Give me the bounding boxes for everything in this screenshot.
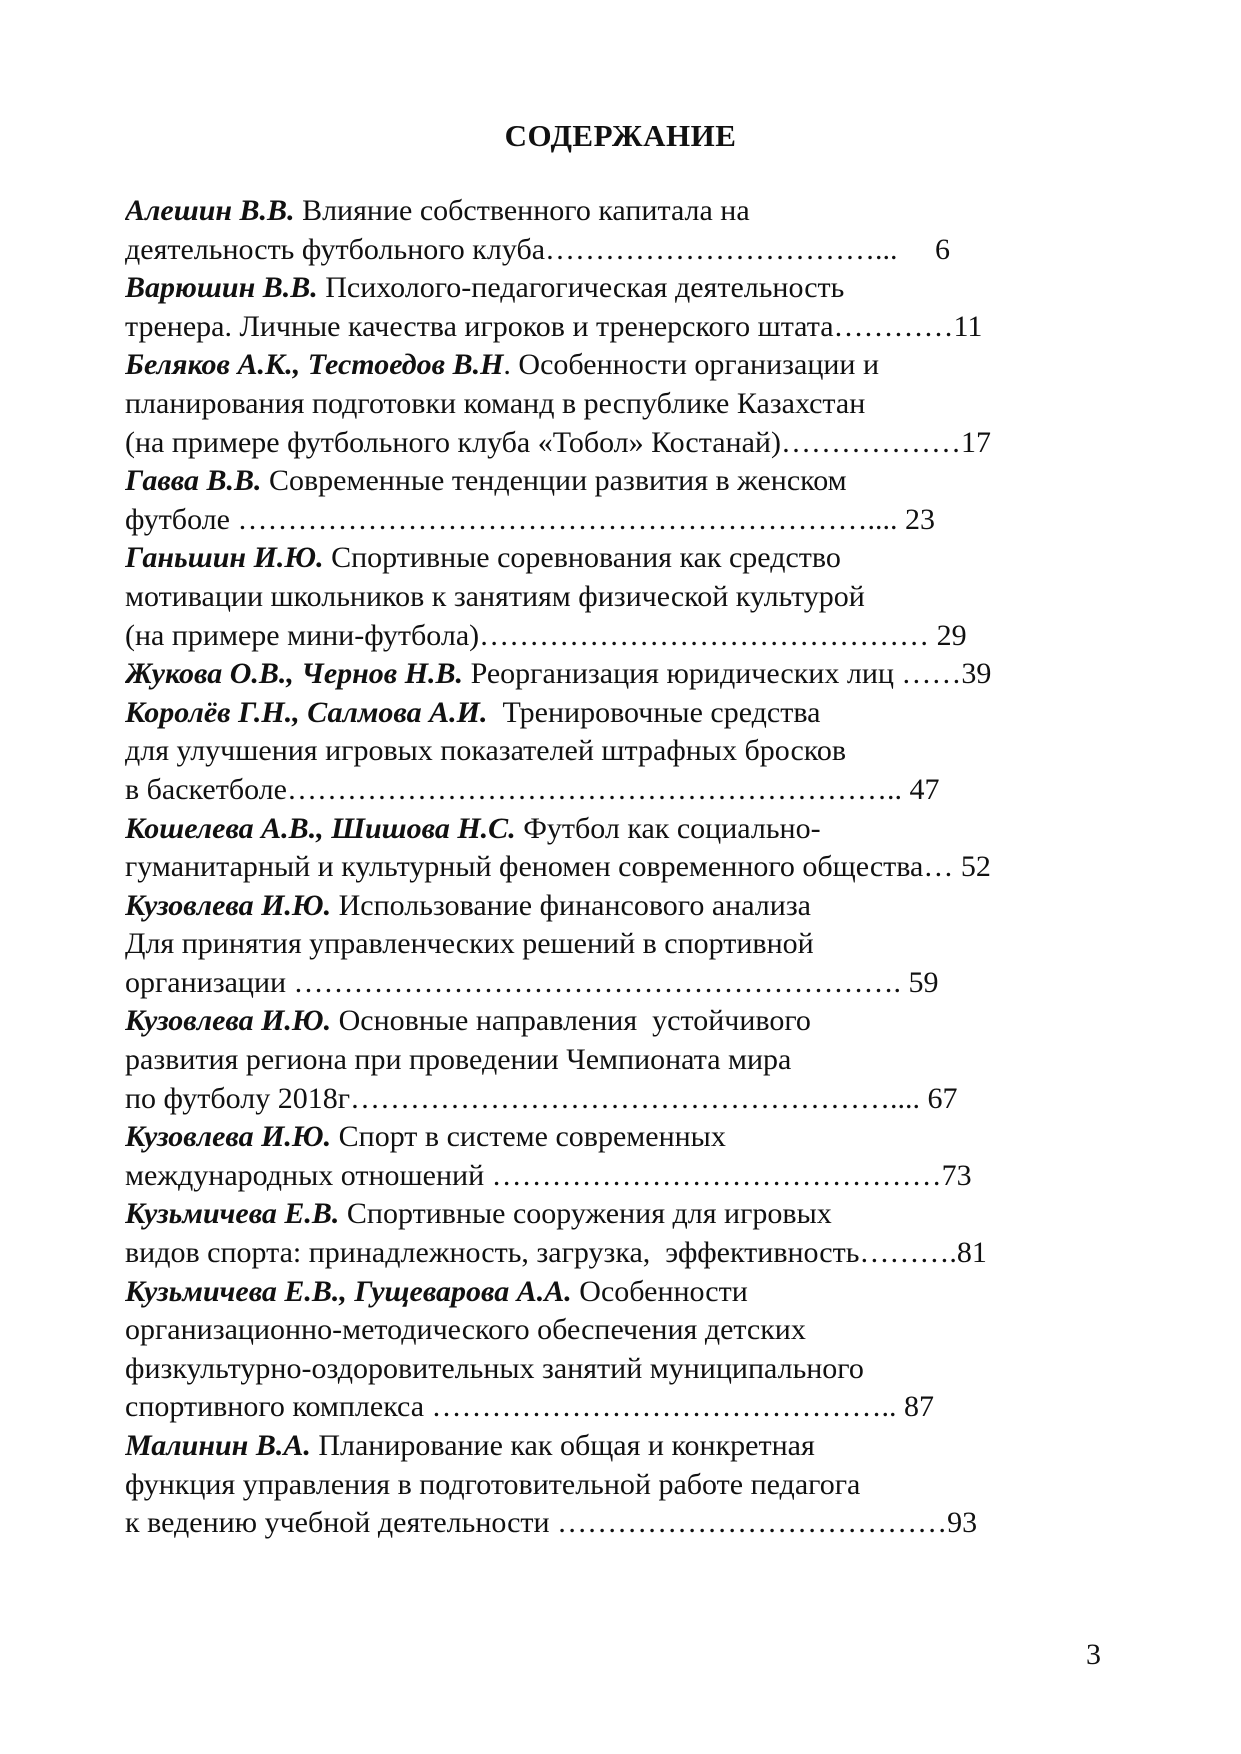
toc-author: Жукова О.В., Чернов Н.В.: [125, 657, 464, 691]
toc-entry-text: спортивного комплекса ……………………………………….. 87: [125, 1390, 935, 1424]
table-of-contents: [125, 192, 1100, 1543]
toc-entry-text: функция управления в подготовительной работе педагога: [125, 1467, 861, 1501]
toc-entry-text: по футболу 2018г……………………………………………….... 67: [125, 1081, 958, 1115]
toc-author: Гавва В.В.: [125, 464, 262, 498]
toc-entry-text: Психолого-педагогическая деятельность: [317, 271, 845, 305]
toc-entry-text: Особенности: [571, 1274, 748, 1308]
toc-entry-text: Использование финансового анализа: [331, 888, 811, 922]
toc-author: Королёв Г.Н., Салмова А.И.: [125, 695, 488, 729]
toc-line: [125, 732, 1100, 771]
toc-author: Кузовлева И.Ю.: [125, 1004, 332, 1038]
toc-author: Малинин В.А.: [125, 1429, 311, 1462]
toc-entry-text: Футбол как социально-: [515, 811, 821, 845]
toc-author: Кузьмичева Е.В.: [125, 1197, 340, 1231]
toc-line: [125, 1234, 1100, 1273]
toc-line: [125, 655, 1100, 694]
toc-entry-text: планирования подготовки команд в республике Казахстан: [125, 386, 866, 420]
toc-line: [125, 539, 1100, 578]
toc-line: [125, 501, 1100, 540]
toc-line: [125, 1002, 1100, 1041]
toc-line: [125, 1311, 1100, 1350]
toc-line: [125, 887, 1100, 926]
toc-line: [125, 308, 1100, 347]
toc-entry-text: гуманитарный и культурный феномен современного общества… 52: [125, 850, 991, 884]
toc-author: Кузьмичева Е.В., Гущеварова А.А.: [125, 1274, 572, 1308]
toc-entry-text: организационно-методического обеспечения детских: [125, 1313, 806, 1347]
toc-line: [125, 1388, 1100, 1427]
toc-author: Алешин В.В.: [125, 194, 295, 227]
toc-line: [125, 1427, 1100, 1466]
toc-entry-text: футболе ……………………………………………………….... 23: [125, 502, 935, 536]
toc-author: Варюшин В.В.: [125, 271, 318, 305]
toc-line: [125, 1273, 1100, 1312]
toc-entry-text: деятельность футбольного клуба……………………………... 6: [125, 232, 951, 266]
toc-entry-text: Спортивные сооружения для игровых: [339, 1197, 832, 1231]
toc-entry-text: Основные направления устойчивого: [331, 1004, 811, 1038]
toc-line: [125, 1195, 1100, 1234]
toc-entry-text: международных отношений ………………………………………73: [125, 1158, 972, 1192]
toc-line: [125, 231, 1100, 270]
toc-entry-text: (на примере мини-футбола)……………………………………… 29: [125, 618, 967, 652]
toc-author: Ганьшин И.Ю.: [125, 541, 324, 575]
toc-line: [125, 848, 1100, 887]
toc-entry-text: видов спорта: принадлежность, загрузка, эффективность……….81: [125, 1236, 987, 1270]
toc-line: [125, 1041, 1100, 1080]
toc-line: [125, 694, 1100, 733]
page-number: 3: [1086, 1638, 1101, 1671]
toc-line: [125, 1157, 1100, 1196]
toc-line: [125, 771, 1100, 810]
toc-entry-text: Реорганизация юридических лиц ……39: [463, 657, 992, 691]
toc-entry-text: Спортивные соревнования как средство: [323, 541, 841, 575]
toc-line: [125, 964, 1100, 1003]
toc-entry-text: Планирование как общая и конкретная: [310, 1429, 815, 1462]
toc-author: Кошелева А.В., Шишова Н.С.: [125, 811, 516, 845]
toc-entry-text: Для принятия управленческих решений в спортивной: [125, 927, 814, 961]
toc-author: Кузовлева И.Ю.: [125, 888, 332, 922]
toc-line: [125, 1118, 1100, 1157]
toc-entry-text: мотивации школьников к занятиям физической культурой: [125, 579, 865, 613]
toc-line: [125, 424, 1100, 463]
toc-line: [125, 810, 1100, 849]
toc-line: [125, 1466, 1100, 1505]
toc-entry-text: Влияние собственного капитала на: [294, 194, 750, 227]
toc-entry-text: организации ……………………………………………………. 59: [125, 965, 939, 999]
toc-line: [125, 1504, 1100, 1543]
toc-line: [125, 462, 1100, 501]
toc-entry-text: в баскетболе…………………………………………………….. 47: [125, 772, 940, 806]
toc-entry-text: . Особенности организации и: [503, 348, 880, 382]
toc-line: [125, 617, 1100, 656]
toc-line: [125, 192, 1100, 231]
toc-author: Кузовлева И.Ю.: [125, 1120, 332, 1154]
toc-entry-text: к ведению учебной деятельности …………………………………93: [125, 1506, 978, 1540]
toc-entry-text: для улучшения игровых показателей штрафных бросков: [125, 734, 847, 768]
toc-author: Беляков А.К., Тестоедов В.Н: [125, 348, 504, 382]
toc-line: [125, 578, 1100, 617]
toc-entry-text: Современные тенденции развития в женском: [261, 464, 847, 498]
toc-entry-text: физкультурно-оздоровительных занятий муниципального: [125, 1351, 864, 1385]
toc-entry-text: развития региона при проведении Чемпионата мира: [125, 1043, 792, 1077]
toc-line: [125, 1080, 1100, 1119]
toc-line: [125, 346, 1100, 385]
toc-line: [125, 269, 1100, 308]
page-title: СОДЕРЖАНИЕ: [504, 118, 737, 153]
toc-entry-text: (на примере футбольного клуба «Тобол» Костанай)………………17: [125, 425, 991, 459]
toc-line: [125, 1350, 1100, 1389]
toc-line: [125, 925, 1100, 964]
toc-entry-text: Спорт в системе современных: [331, 1120, 726, 1154]
toc-entry-text: Тренировочные средства: [487, 695, 821, 729]
toc-entry-text: тренера. Личные качества игроков и тренерского штата…………11: [125, 309, 983, 343]
toc-line: [125, 385, 1100, 424]
